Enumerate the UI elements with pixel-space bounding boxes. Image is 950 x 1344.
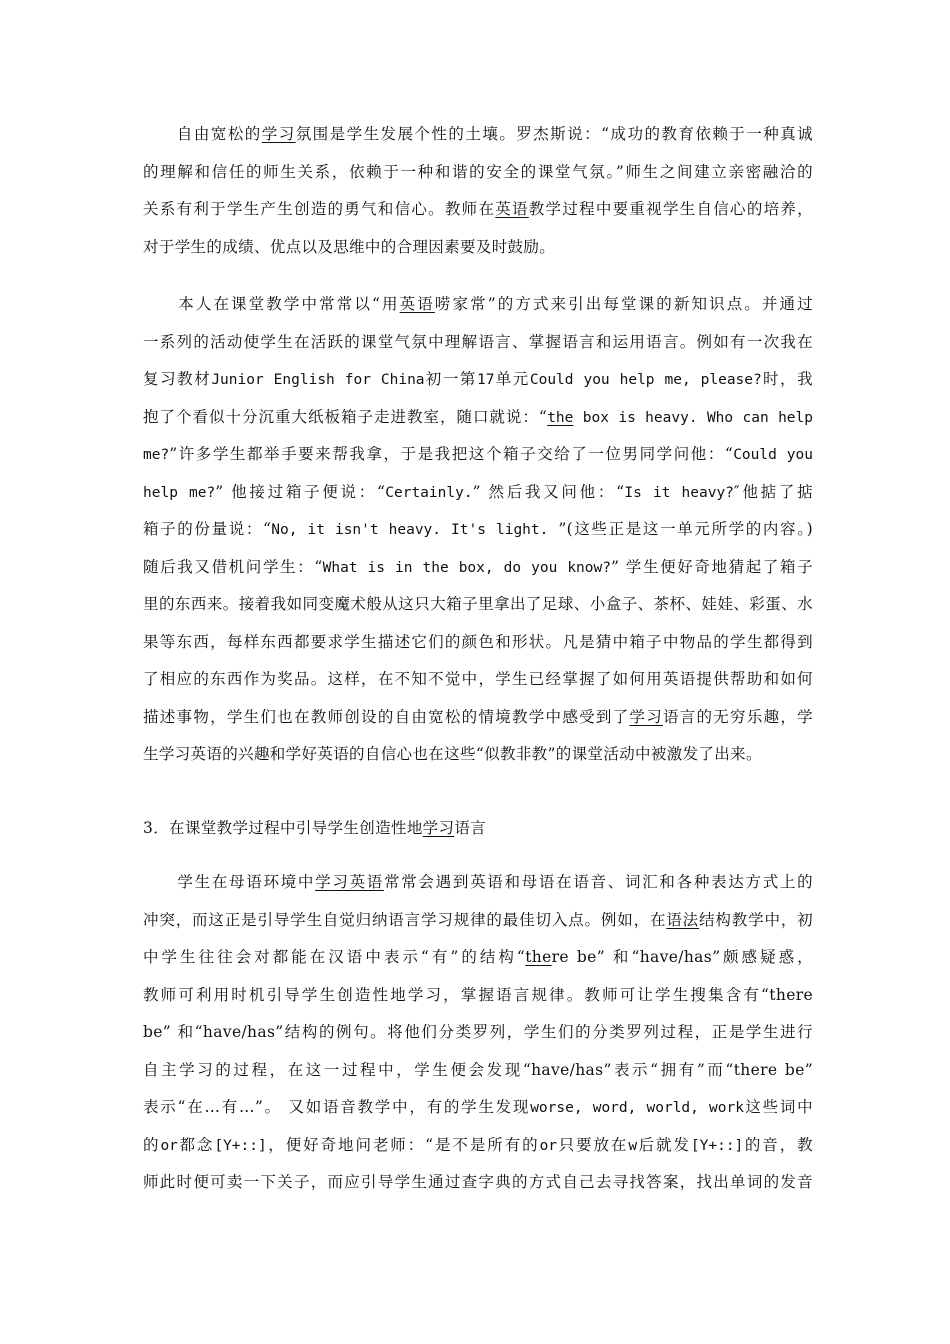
text-run: 17	[477, 372, 495, 388]
text-run: 的	[143, 1135, 161, 1154]
text-run: 语言	[454, 819, 487, 837]
text-run: 初一第	[424, 370, 477, 388]
linked-term[interactable]: 语法	[666, 910, 700, 929]
text-run: Could you	[733, 447, 813, 463]
linked-term[interactable]: 学习	[629, 707, 663, 726]
text-run: or	[160, 1137, 178, 1154]
linked-term[interactable]: 学习英语	[315, 873, 384, 891]
text-line	[143, 1089, 813, 1127]
text-line	[143, 191, 813, 229]
text-run: Junior English for China	[211, 372, 425, 388]
text-run: 了相应的东西作为奖品。这样，在不知不觉中，学生已经掌握了如何用英语提供帮助和如何	[143, 670, 813, 688]
text-line	[143, 902, 813, 940]
text-line	[143, 549, 813, 587]
text-line	[143, 661, 813, 699]
text-run: 关系有利于学生产生创造的勇气和信心。教师在	[143, 200, 496, 218]
text-run: 里的东西来。接着我如同变魔术般从这只大箱子里拿出了足球、小盒子、茶杯、娃娃、彩蛋、水	[143, 595, 813, 613]
text-run: What is in the box, do you know?	[322, 559, 611, 576]
text-run: 自由宽松的	[143, 125, 262, 143]
text-line	[143, 736, 813, 774]
paragraph-creative-learning	[143, 864, 813, 1202]
text-line	[143, 864, 813, 902]
text-line	[143, 586, 813, 624]
text-run: ″他掂了掂	[733, 482, 813, 501]
heading-line	[143, 810, 813, 848]
text-run: re be” 和“have/has”颇感疑惑，	[551, 948, 813, 966]
text-run: [Y+::]	[214, 1137, 267, 1154]
text-line	[143, 624, 813, 662]
text-run: 表示“在…有…”。 又如语音教学中，有的学生发现	[143, 1098, 531, 1116]
text-run: 描述事物，学生们也在教师创设的自由宽松的情境教学中感受到了	[143, 707, 630, 726]
text-line	[143, 286, 813, 324]
linked-term[interactable]: the	[525, 948, 552, 966]
text-line	[143, 116, 813, 154]
text-run: 师此时便可卖一下关子，而应引导学生通过查字典的方式自己去寻找答案，找出单词的发音	[143, 1173, 813, 1191]
linked-term[interactable]: 学习	[261, 125, 296, 143]
text-run: [Y+::]	[690, 1137, 744, 1154]
linked-term[interactable]: 学习	[422, 819, 455, 837]
text-run: box is heavy. Who can help	[573, 409, 813, 426]
text-line	[143, 511, 813, 549]
text-run: 学生在母语环境中	[143, 873, 316, 891]
text-line	[143, 229, 813, 267]
text-run: 时，我	[761, 370, 813, 388]
text-run: 教师可利用时机引导学生创造性地学习，掌握语言规律。教师可让学生搜集含有“there	[143, 985, 813, 1004]
text-line	[143, 1164, 813, 1202]
text-run: 都念	[177, 1135, 215, 1154]
text-run: be” 和“have/has”结构的例句。将他们分类罗列，学生们的分类罗列过程，正是学生进行	[143, 1023, 813, 1041]
text-run: 冲突，而这正是引导学生自觉归纳语言学习规律的最佳切入点。例如，在	[143, 910, 667, 929]
text-run: ” 他接过箱子便说：“	[215, 482, 386, 501]
text-run: 结构教学中，初	[699, 910, 814, 929]
text-line	[143, 1052, 813, 1090]
text-run: 语言的无穷乐趣，学	[662, 707, 814, 726]
text-line	[143, 154, 813, 192]
text-run: me?	[143, 447, 170, 463]
text-line	[143, 977, 813, 1015]
linked-term[interactable]: the	[547, 409, 574, 426]
text-run: 教学过程中要重视学生自信心的培养，	[528, 200, 813, 218]
text-run: 唠家常”的方式来引出每堂课的新知识点。并通过	[434, 295, 813, 313]
text-run: 氛围是学生发展个性的土壤。罗杰斯说：“成功的教育依赖于一种真诚	[295, 125, 814, 143]
text-run: help me?	[143, 484, 216, 501]
text-line	[143, 1014, 813, 1052]
text-run: 箱子的份量说：“	[143, 520, 272, 538]
paragraph-learning-atmosphere	[143, 116, 813, 266]
text-run: Certainly.	[385, 484, 473, 501]
text-line	[143, 939, 813, 977]
text-line	[143, 436, 813, 474]
text-run: 对于学生的成绩、优点以及思维中的合理因素要及时鼓励。	[143, 237, 556, 256]
section-heading-3	[143, 810, 813, 848]
text-run: Could you help me, please?	[529, 372, 762, 388]
text-run: 的理解和信任的师生关系，依赖于一种和谐的安全的课堂气氛。”师生之间建立亲密融洽的	[143, 162, 813, 181]
text-run: ” 然后我又问他：“	[472, 482, 625, 501]
text-run: w	[628, 1137, 638, 1154]
linked-term[interactable]: 英语	[399, 295, 435, 313]
text-run: 这些词中	[743, 1098, 814, 1116]
text-run: 果等东西，每样东西都要求学生描述它们的颜色和形状。凡是猜中箱子中物品的学生都得到	[143, 632, 813, 651]
text-run: 复习教材	[143, 370, 212, 388]
text-run: ”许多学生都举手要来帮我拿，于是我把这个箱子交给了一位男同学问他：“	[169, 445, 734, 463]
text-run: 只要放在	[557, 1135, 629, 1154]
text-line	[143, 324, 813, 362]
text-run: 常常会遇到英语和母语在语音、词汇和各种表达方式上的	[384, 873, 813, 891]
text-run: 的音，教	[743, 1135, 814, 1154]
text-run: ” 学生便好奇地猜起了箱子	[610, 557, 813, 576]
text-run: 中学生往往会对都能在汉语中表示“有”的结构“	[143, 948, 526, 966]
paragraph-english-chat-example	[143, 286, 813, 774]
text-line	[143, 474, 813, 512]
text-line	[143, 361, 813, 399]
text-run: 随后我又借机问学生：“	[143, 557, 323, 576]
text-run: or	[539, 1137, 558, 1154]
text-run: 单元	[494, 370, 530, 388]
text-run: 本人在课堂教学中常常以“用	[143, 295, 400, 313]
text-run: worse, word, world, work	[530, 1100, 744, 1116]
text-run: No, it isn't heavy. It's light.	[271, 522, 559, 538]
text-run: ”(这些正是这一单元所学的内容。)	[558, 520, 813, 538]
text-run: ，便好奇地问老师：“是不是所有的	[266, 1135, 540, 1154]
text-run: 自主学习的过程，在这一过程中，学生便会发现“have/has”表示“拥有”而“there be”	[143, 1060, 813, 1079]
text-run: 3．在课堂教学过程中引导学生创造性地	[143, 819, 423, 837]
text-run: 抱了个看似十分沉重大纸板箱子走进教室，随口就说：“	[143, 407, 548, 426]
text-line	[143, 399, 813, 437]
text-run: 一系列的活动使学生在活跃的课堂气氛中理解语言、掌握语言和运用语言。例如有一次我在	[143, 332, 813, 351]
linked-term[interactable]: 英语	[495, 200, 529, 218]
text-line	[143, 699, 813, 737]
text-run: 后就发	[637, 1135, 691, 1154]
text-run: Is it heavy?	[624, 484, 734, 501]
text-line	[143, 1127, 813, 1165]
text-run: 生学习英语的兴趣和学好英语的自信心也在这些“似教非教”的课堂活动中被激发了出来。	[143, 745, 762, 763]
